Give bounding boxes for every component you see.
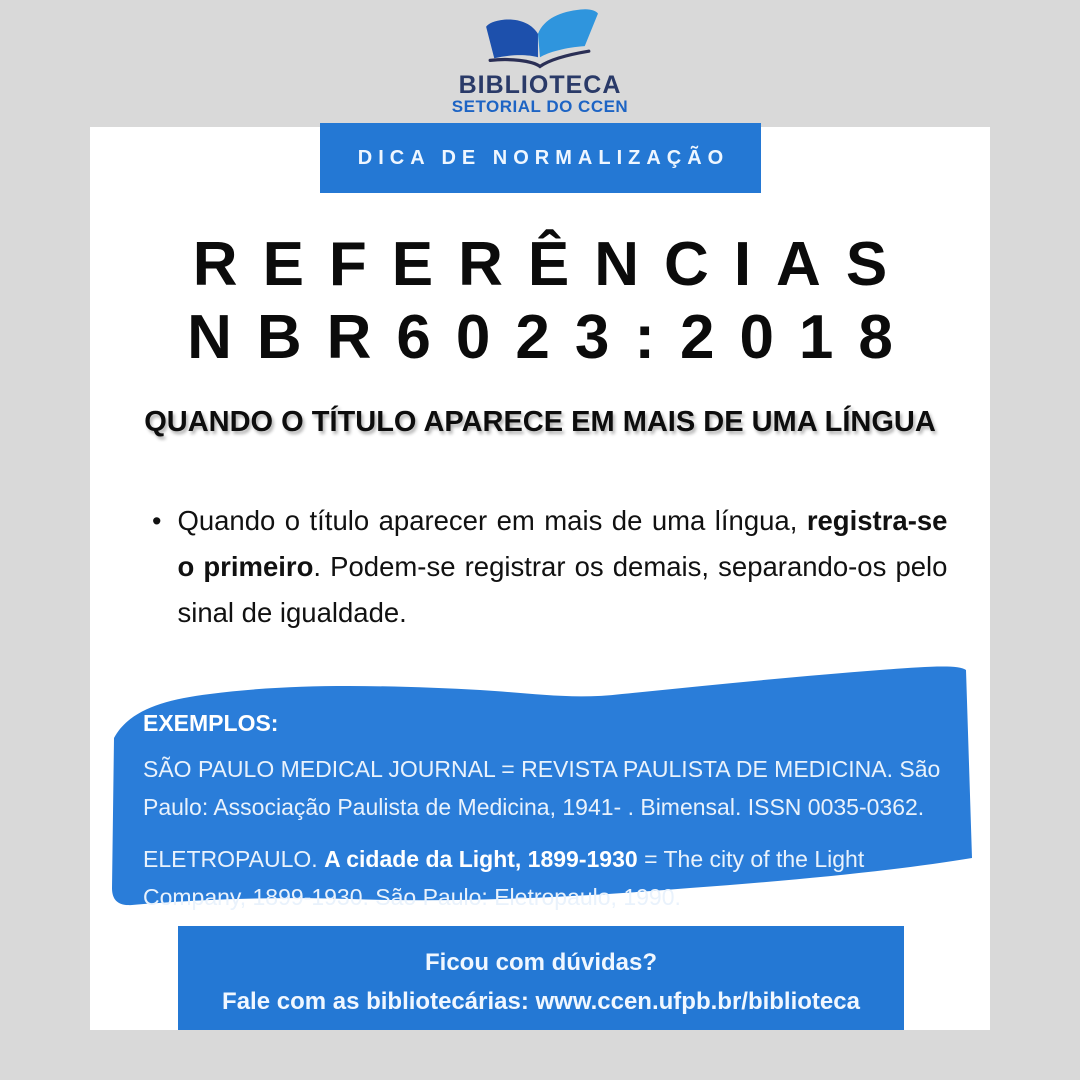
footer-banner: [178, 926, 904, 1030]
footer-question: Ficou com dúvidas?: [424, 949, 658, 976]
rule-paragraph: [152, 498, 952, 636]
section-subtitle: QUANDO O TÍTULO APARECE EM MAIS DE UMA LÍNGUA: [144, 406, 936, 438]
title-line-2: NBR6023:2018: [187, 303, 918, 372]
example-2-pre: ELETROPAULO.: [143, 846, 325, 872]
example-2-bold: A cidade da Light, 1899-1930: [324, 846, 638, 872]
title-line-1: REFERÊNCIAS: [192, 230, 913, 299]
rule-text-bold: registra-se o primeiro: [177, 505, 948, 582]
bullet-marker: •: [152, 506, 162, 536]
examples-content: [143, 710, 949, 930]
rule-text-pre: Quando o título aparecer em mais de uma língua,: [177, 505, 807, 536]
logo-title: BIBLIOTECA: [458, 71, 622, 99]
rule-text: [177, 498, 947, 636]
page-title: [90, 228, 990, 374]
footer-contact-link: Fale com as bibliotecárias: www.ccen.ufpb.br/biblioteca: [222, 988, 860, 1015]
logo-subtitle: SETORIAL DO CCEN: [451, 97, 629, 116]
open-book-icon: [479, 8, 601, 72]
examples-label: EXEMPLOS:: [143, 710, 279, 736]
rule-text-post: . Podem-se registrar os demais, separando-os pelo sinal de igualdade.: [177, 551, 948, 628]
example-1-pre: SÃO PAULO MEDICAL JOURNAL = REVISTA PAULISTA DE MEDICINA. São Paulo: Associação Paulista de Medicina, 1941- . Bimensal. ISSN 0035-0362.: [143, 756, 941, 820]
tag-banner: DICA DE NORMALIZAÇÃO: [320, 123, 761, 193]
example-item-1: [143, 750, 949, 826]
example-2-post: = The city of the Light Company, 1899-1930. São Paulo: Eletropaulo, 1990.: [143, 846, 865, 910]
examples-blob: [100, 660, 980, 916]
example-item-2: [143, 840, 949, 916]
